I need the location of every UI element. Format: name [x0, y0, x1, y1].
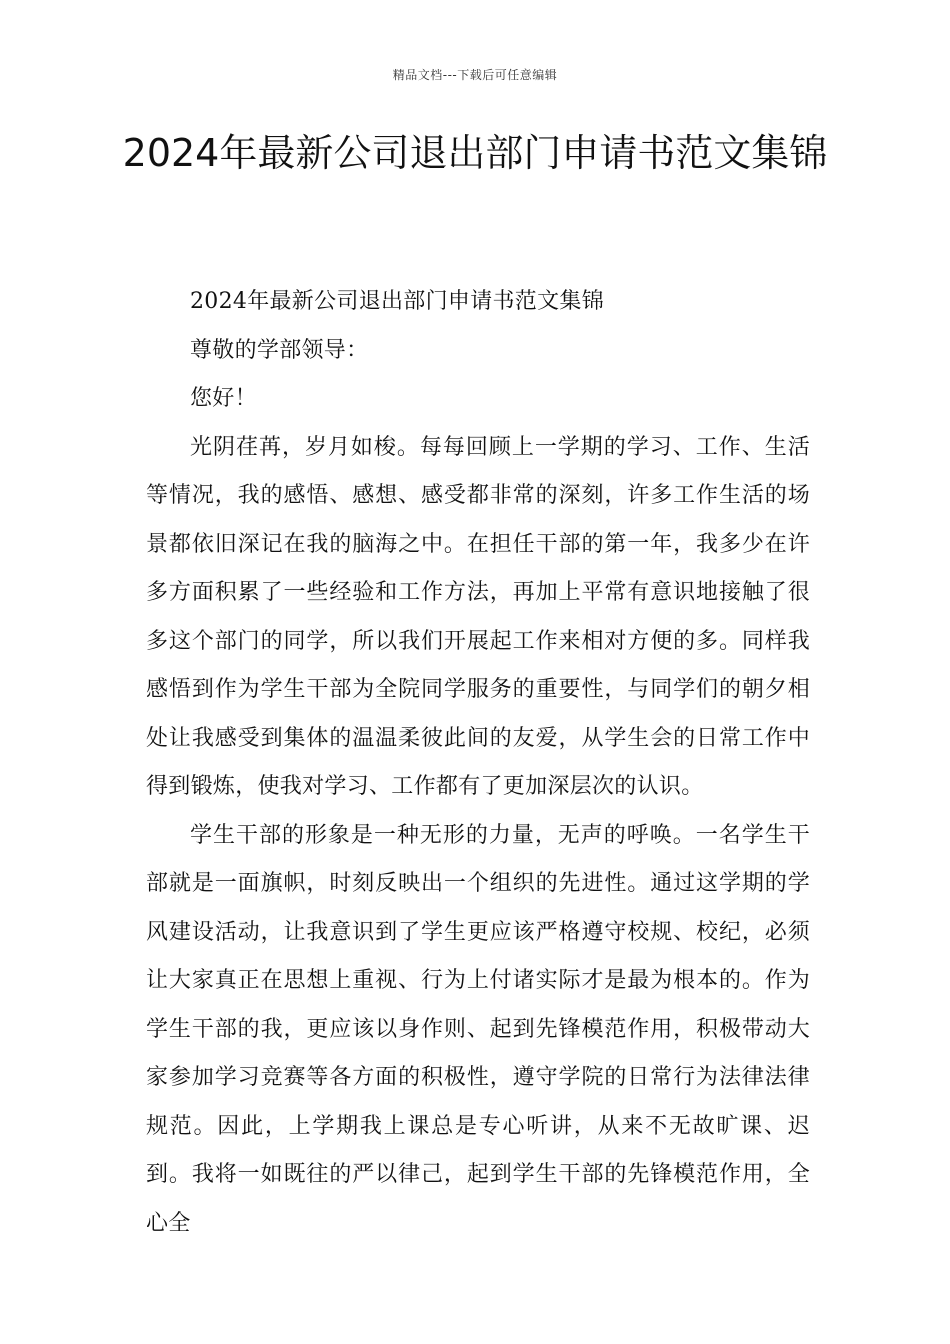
greeting-paragraph: 您好！ [190, 386, 257, 411]
subtitle-paragraph: 2024年最新公司退出部门申请书范文集锦 [190, 289, 604, 314]
salutation-paragraph: 尊敬的学部领导： [190, 337, 369, 363]
body-paragraph-2: 学生干部的形象是一种无形的力量，无声的呼唤。一名学生干部就是一面旗帜，时刻反映出一个组织的先进性。通过这学期的学风建设活动，让我意识到了学生更应该严格遵守校规、校纪，必须让大家真正在思想上重视、行为上付诸实际才是最为根本的。作为学生干部的我，更应该以身作则、起到先锋模范作用，积极带动大家参加学习竞赛等各方面的积极性，遵守学院的日常行为法律法律规范。因此，上学期我上课总是专心听讲，从来不无故旷课、迟到。我将一如既往的严以律己，起到学生干部的先锋模范作用，全心全 [146, 822, 810, 1236]
body-paragraph-1: 光阴荏苒，岁月如梭。每每回顾上一学期的学习、工作、生活等情况，我的感悟、感想、感受都非常的深刻，许多工作生活的场景都依旧深记在我的脑海之中。在担任干部的第一年，我多少在许多方面积累了一些经验和工作方法，再加上平常有意识地接触了很多这个部门的同学，所以我们开展起工作来相对方便的多。同样我感悟到作为学生干部为全院同学服务的重要性，与同学们的朝夕相处让我感受到集体的温温柔彼此间的友爱，从学生会的日常工作中得到锻炼，使我对学习、工作都有了更加深层次的认识。 [146, 434, 810, 799]
document-body [146, 278, 810, 1248]
header-note: 精品文档---下载后可任意编辑 [392, 68, 558, 82]
document-title: 2024年最新公司退出部门申请书范文集锦 [122, 131, 828, 175]
